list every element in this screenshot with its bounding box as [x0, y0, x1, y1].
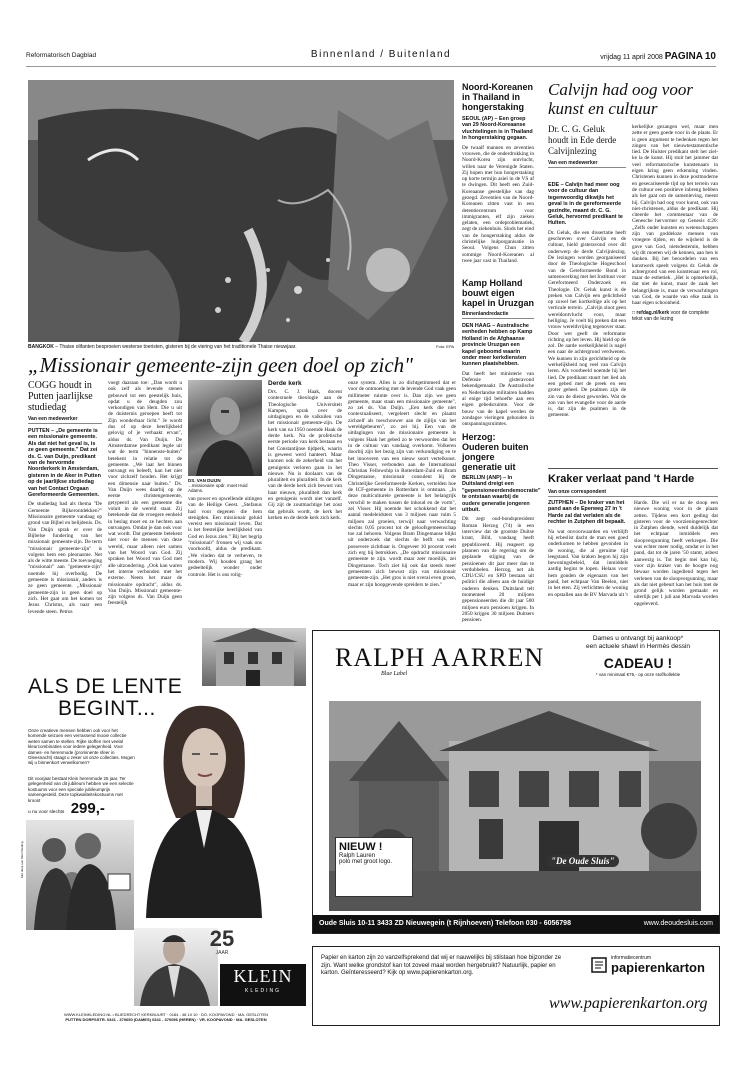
article-lead: SEOUL (AP) – Een groep van 29 Noord-Koreaanse vluchtelingen is in Thailand in hongerstaking gegaan. [462, 116, 533, 142]
paper-icon [591, 957, 607, 973]
article-body: Harde. Die wil er na de sloop een nieuwe woning voor in de plaats zetten. Tijdens een kort geding dat gisteren voor de voorzieningenrechter in Zutphen diende, werd duidelijk dat het echtpaar inmiddels een sloopvergunning heeft verkregen. Die was echter meer nodig, omdat er in het pand, dat tot de jaren '50 stamt, asbest aanwezig is. Tot begin mei kan hij, voor zijn kraker van de hoogte nog bewaar worden ingediend tegen het verlenen van de sloopvergunning, maar als dat niet gebeurt kan het huis met de grond gelijk worden gemaakt en uiterlijk per 1 juli aan Marvada worden opgeleverd. [634, 500, 718, 607]
article-body: Dit zegt oud-bondspresident Roman Herzog (74) in een interview dat de grootste Duitse krant, Bild, vandaag heeft gepubliceerd. Hij reageert op plannen van de regering om de geplande stijging van de pensioenen dit jaar meer dan te verdubbelen. Herzog, net als CDU/CSU en SPD bestaan uit politici die alleen aan de huidige ouderen denken. Duitsland telt momenteel 20 miljoen gepensioneerden die dit jaar 500 miljoen euro pensioen krijgen. In 2050 krijgen 30 miljoen Duitsers pensioen. [462, 516, 534, 624]
kraker-col-1 [548, 500, 628, 601]
nieuw-box: NIEUW ! Ralph Lauren polo met groot logo. [335, 837, 413, 897]
article-body: De studiedag had als thema "De Gemeente Rijkerontdekken?" Missionaire gemeente vandaag op grond van Bijbel en belijdenis. Ds. Van Duijn sprak er over de Bijbelse fundering van het missionair gemeente-zijn. De term "missionair gemeente-zijn" is volgens hem een pleonasme. Net als de witte meeste. De toevoeging "missionair" aan "gemeente-zijn" noemde hij overbodig. De gemeente is missionair, anders is ze geen gemeente. „Missionair gemeente-zijn is geen doel op zich. Het gaat om het komen tot Jezus Christus, als naar een levende steen. Petrus [28, 501, 102, 615]
calvijn-col-1 [548, 182, 626, 422]
jubilee-badge: 25 JAAR [209, 926, 235, 956]
klein-logo: KLEIN KLEDING [220, 964, 306, 1006]
subhead-derde-kerk: Derde kerk [268, 380, 302, 387]
ad-price: u nu voor slechts 299,- [28, 800, 105, 817]
article-herzog [462, 432, 541, 626]
ralph-logo: RALPH AARREN [335, 643, 545, 672]
article-kraker [548, 468, 718, 501]
page-number: 10 [704, 51, 716, 62]
article-body: van power en opwellende uitingen van de Heilige Geest. „Stefanus had voor degenen die hem stenigden. Een missionair geluid vereist een missionair leven. Dat is het feestelijke heerlijkheid van God en Jezus zien." Bij het begrip "missionair" fronsen wij vaak ons voorhoofd, aldus de predikant. „We vinden dat te verheven, te modern. Wij houden graag het gedeeltelijk wonder onder controle. Het is ons rolig- [188, 496, 262, 578]
store-illustration [202, 628, 306, 686]
promo-box: Dames u ontvangt bij aankoop* een actuele shawl in Hermès dessin CADEAU ! * van minimaal €75,- op onze stof/kollektie [563, 635, 713, 691]
page-header [26, 50, 716, 67]
section-title: Binnenland / Buitenland [310, 49, 452, 60]
portrait-illustration [188, 380, 262, 476]
cadeau-label: CADEAU ! [603, 655, 673, 671]
model-illustration [136, 698, 266, 918]
article-body: Na wat onvoorwaarden en verblijft hij erbeslist dacht de man een goed onderkomen te hebben gevonden in de woning, die al geruime tijd leegstand. Van kraken begon hij zijn bewoningsbeleid, dat inmiddels aardig begint te lopen. Helaas voor hem gonden de eigenaars van het pand, het echtpaar Van Beelen, niet in het eten. Zij verlichtten de woning en opstallen aan de BV Marvada uit 't [548, 528, 628, 598]
article-lead: PUTTEN – „De gemeente is een missionaire gemeente. Als dat niet het geval is, is ze geen gemeente." Dat zei ds. C. van Duijn, predikant van de hervormde Noorderkerk in Amsterdam, gisteren in de Aker in Putten op de jaarlijkse studiedag van het Contact Orgaan Gereformeerde Gemeenten. [28, 428, 101, 499]
article-byline: Binnenlandredactie [462, 311, 534, 319]
address-bar: Oude Sluis 10-11 3433 ZD Nieuwegein (t Rijnhoeven) Telefoon 030 - 6056798 www.deoudesluis.com [313, 915, 719, 933]
article-title: Herzog: Ouderen buiten jongere generatie uit [462, 432, 529, 472]
calvijn-col-2 [632, 124, 718, 325]
klein-ad[interactable] [20, 628, 306, 1028]
photo-caption: BANGKOK – Thaise olifanten besproeien westerse toeristen, gisteren bij de viering van het traditionele Thaise nieuwjaar. [28, 344, 297, 350]
missionair-col-1 [28, 380, 102, 618]
papier-ad[interactable]: Papier en karton zijn zo vanzelfsprekend dat wij er nauwelijks bij stilstaan hoe bijzonder ze zijn. Want welke grondstof kan tot zoveel maal worden hergebruikt? Natuurlijk, papier en karton. Geïnteresseerd? Kijk op www.papierenkarton.org. informatiecentrum papierenkarton www.papierenkarton.org [312, 946, 720, 1026]
calvijn-link[interactable]: □ refdag.nl/kerk voor de complete tekst van de lezing [632, 309, 709, 322]
article-body: Dr. Geluk, die een dissertatie heeft geschreven over Calvijn en de cultuur, hield gisteravond over dit onderwerp de derde Calvijnlezing. De lezingen worden georganiseerd door de Theologische Hogeschool van de Gereformeerde Bond in samenwerking met het Instituut voor Gereformeerd Onderzoek en Theologie. Dr. Geluk kunst is de preken van Calvijn een gelichtheid op zowel het kortkeltige als op het verticale terrein. „Calvijn sloot geen wereldontvlucht voor, maar heiliging. Je voelt bij preken dat een vrouw wereldvrijing tegenover staat. Door wet geeft de reformator richting op het leven. Hij hield op de zol. De aarde werkelijkheid is nagel een naar de achtergrond verdwenen. We kunnen in zijn gerichtheid op de werkelijkheid nog veel van Calvijn leren. Als voorbeeld noemde hij het lied. De predikant stuurt het lied als een gebed met de preek en een groter geheel. De psalmen zijn de zin van de dienst geworden. Wat de zon van het evangelie voor de aarde is, dat zijn de psalmen in de gemeente. [548, 229, 626, 419]
family-photo-credit: Met dank aan Klein Kleding [20, 841, 24, 878]
shop-website[interactable]: www.deoudesluis.com [643, 920, 713, 927]
article-subtitle: Dr. C. G. Geluk houdt in Ede derde Calvijnlezing [548, 124, 617, 156]
ralph-ad[interactable] [312, 630, 720, 934]
ad-offer: Dit voorjaar bestaat Klein herenmode 25 jaar. Ter gelegenheid van dit jubileum hebben we een selectie kostuums voor een speciale jubileumprijs samengesteld. Deze topkwaliteitskostuums met kroost [28, 776, 134, 803]
newspaper-name: Reformatorisch Dagblad [26, 52, 97, 59]
article-title: Calvijn had oog voor kunst en cultuur [548, 80, 693, 118]
shop-sign: "De Oude Sluis" [547, 855, 619, 867]
ad-headline: ALS DE LENTE BEGINT... [28, 675, 183, 720]
ad-body: Onze creatieve mensen hebben ook voor het komende seizoen een verrassend mooie collectie weten samen te stellen. Rijke stoffen met veelal kleurcombinaties voor iedere gelegenheid. Voor dames- en herenmode (prominente sfeer in Gleesnacht) staagt u zeker uit onze collecties. Mogen wij u binnenkort verwelkomen? [28, 728, 135, 766]
store-photo [202, 628, 306, 686]
article-body: Drs. C. J. Haak, docent contextuele theologie aan de Theologische Universiteit Kampen, sprak over de uitdagingen en de valkuilen van het missionair gemeente-zijn. De kerk van na 1950 noemde Haak de derde kerk. Na de profetische eerste periode van kerk bestaan en het Constantijnse tijdperk, waarin is geweest werd hanteert. Maar kunnen ook de zekerheid van het getuigenis verloren gaan in het nieuwe. Nu is doolaars van de pluraliteit en pluraliteit. In de kerk van de derde kerk zich bewust van haar nieuwe, pluraliteit dan kerk en getuigenis wordt niet vanzelf. Gij zijt de zoutmachtige het zout dat gebruik wordt, de kerk het kerken en de derde kerk zich kerk. [268, 389, 342, 521]
store-addresses: WWW.KLEINKLEDING.NL • BLIEDRECHT KERKBUURT · 0184 - 48 10 10 · DO. KOOPAVOND · MA. GESLOTEN PUTTEN DORPSSTR. 0341 - 370650 (DAMES) 0341 - 370056 (HEREN) · VR. KOOPAVOND · MA. GESLOTEN [63, 1012, 269, 1022]
article-lead: BERLIJN (ANP) – In Duitsland dreigt een "gepensioneerdendemocratie" te ontstaan waarbij de oudere generatie jongeren uitbuit. [462, 475, 541, 514]
missionair-col-3 [188, 380, 262, 581]
missionair-headline: „Missionair gemeente-zijn geen doel op zich" [28, 353, 414, 377]
article-kamp-holland [462, 278, 534, 431]
article-byline: Van een medewerker [548, 160, 626, 168]
article-body: Dat heeft het ministerie van Defensie gisteravond bekendgemaakt. De Australische en Nederlandse militairen hadden al enige tijd behoefte aan een eigen gebedsruimte. Voor de bouw van de kapel werden de zondagse vieringen gehouden in ontspanningsruimtes. [462, 370, 534, 428]
article-body: onze system. Alles is zo dichtgetimmerd dat er voor de ontmoeting met de levende God vaak geen millimeter ruimte over is. Dan zijn we geen gemeente, maar staan een missionaire gemeente", zo zei ds. Van Duijn. „Een kerk die niet contextualiseert, vergeleert slecht en plaatst zichzelf als toeschouwer aan de zijlijn van het wereldgebeuren", zo zei hij. Een van de uitdagingen van de missionaire gemeente is volgens Haak het gebed zo te verwoorden dat het in de cultuur van vandaag overkomt. Volkeren doorbij zijn het bezig zijn van verkondiging en te het innoveren van een nieuw soort vertelkunst. Theo Visser, verbonden aan de International Christian Fellowship in Rotterdam-Zuid en Bram Dingemanse, missionair consulent bij de Christelijke Gereformeerde Kerken, vertelden hoe de ICF-gemeente in Rotterdam is ontstaan. „In deze multiculturele gemeente is het belangrijk verschil te maken tussen de inhoud en de vorm", zei Visser. Hij noemde het schokkend dat het aantal medeleidsters van 3 miljoen naar ruim 5 miljoen zal groeien, terwijl naar verwachting slechts 0,05 procent tot de geloofsgemeenschap toe zal behoren. Volgens Bram Dingemanse blijkt uit onderzoek dat slechts de helft van een possevere zichtbaar is. Ongeveer 10 procent voelt zich erg bij betrokken. „De opdracht missionaire gemeente te zijn. wordt maar zeer moeilijk, zei Dingemanse. Toch ziet hij ook dat steeds meer gemeenten zich bewust zijn van missionair gemeente-zijn. „Het gros is niet overal even groen, maar er zijn hoopgevende spreiders te zien." [348, 380, 456, 588]
ralph-sublabel: Blue Label [381, 671, 408, 677]
article-deck: COGG houdt in Putten jaarlijkse studiedag [28, 380, 93, 413]
article-title: Kraker verlaat pand 't Harde [548, 468, 718, 486]
article-lead: DEN HAAG – Australische eenheden hebben op Kamp Holland in de Afghaanse provincie Uruzgan een kapel geboomd waarin onder meer kerkdiensten kunnen plaatshebben. [462, 323, 533, 368]
portrait-photo [188, 380, 262, 476]
article-title: Kamp Holland bouwt eigen kapel in Uruzgan [462, 278, 535, 308]
missionair-col-5 [348, 380, 456, 591]
model-photo [136, 698, 266, 918]
family-illustration [26, 820, 134, 930]
article-byline: Van een medewerker [28, 416, 102, 424]
portrait-caption: DS. VAN DUIJN ...missionaire opdr. moet Huid Adams. [188, 478, 248, 493]
article-lead: EDE – Calvijn had meer oog voor de cultuur dan tegenwoordig dikwijls het geval is in de gereformeerde gezindte, maant dr. C. G. Geluk, hervormd predikant te Hulten. [548, 182, 623, 227]
kraker-col-2 [634, 500, 718, 610]
papier-url[interactable]: www.papierenkarton.org [549, 995, 708, 1012]
article-noord-korea [462, 82, 534, 267]
page-label: PAGINA [664, 51, 703, 62]
missionair-col-2 [108, 380, 182, 610]
family-photo [26, 820, 134, 930]
article-body-continued: kerkelijke gezangen wel, maar men zette er geen goede voor in de plaats. Er is geen argument te bedenken tegen het zingen van het nieuwtestamentische lied. De Hulster predikant stelt het ziel-ke la de kunst. Hij stuit het jammer dat veel reformatorische kunstenaars in eigen kring geen erkenning vinden. Christenen kunnen in deze postmoderne en gesecariseerde tijd op het terrein van de cultuur een positieve inbreng hebben als het gaat om de samenleving, meent hij. Calvijn had oog voor kunst, ook van niet-christenen, aldus de predikant. Hij citeerde het commentaar van de Genesche hervormer op Genesis 4:20: „Zelfs onder kunsten en wetenschappen zijn van goddeloze mensen van vroegere tijden, en de wijsheid is de gave van God, nietsdestemin, hebben wij dit moeten wij de kennen, aan hen is danken. Bij het beoordelen van een kunstwerk speelt volgens dr. Geluk de achtergrond van een kunstenaar een rol, maar de esthetiek. „Het is opmerkelijk, dat niet de kunst, maar de zaak het belangrijkste is, maar de verwachtingen van God, de waarde van elke zaak in haar eigen schoonheid. [632, 124, 718, 307]
article-title: Noord-Koreanen in Thailand in hongerstaking [462, 82, 534, 112]
article-body: De twaalf mannen en zeventien vrouwen, die de onderdrukking in Noord-Korea zijn ontvlucht, willen naar de Verenigde Staten. Zij hopen met hun hongerstaking op korte termijn asiel in de VS af te dwingen. Dit heeft een Zuid-Koreaanse geestelijke van dag gezegd. Zeventien van de Noord-Koreanen zitten vast in een detentiecentrum voor immigranten, elf zijn zieken gelaten, een ordeproblematiek, zegt de ziekenhuis. Sinds het eind van de hongerstaking aldus de christelijke hulporganisatie in Seoul. Volgens Chun zitten sommige Noord-Koreanen al twee jaar vast in Thailand. [462, 144, 534, 264]
elephant-illustration [28, 80, 454, 342]
elephant-photo [28, 80, 454, 342]
document-icon: □ [632, 309, 636, 316]
article-byline: Van onze correspondent [548, 489, 718, 497]
photo-credit: Foto: EPA [436, 344, 454, 349]
papier-text: Papier en karton zijn zo vanzelfsprekend dat wij er nauwelijks bij stilstaan hoe bijzonder ze zijn. Want welke grondstof kan tot zoveel maal worden hergebruikt? Natuurlijk, papier en karton. Geïnteresseerd? Kijk op www.papierenkarton.org. [321, 955, 562, 976]
missionair-col-4 [268, 380, 342, 524]
article-lead: ZUTPHEN – De kraker van het pand aan de Eperweg 27 in 't Harde zal dat verlaten als de rechter in Zutphen dit bepaalt. [548, 500, 626, 526]
article-body: voegt daaraan toe: „Dan wordt u ook zelf als levende stenen gebouwd tot een geestelijk huis, opdat u de deugden zou verkondigen van Hem. Die u uit de duisternis geroepen heeft tot Zijn wonderbaar licht." Je wordt dus of op deze heerlijkheid gelovig of je verbaakt ervan", aldus ds. Van Duijn. De Amsterdamse predikant legde uit wat de term "binnenste-buiten" betekent in relatie tot de gemeente. „We laat het binnen ontvangt en beleeft, kan het niet voor zichzelf houden. Het krijgt een dimensie naar buiten." Ds. Van Duijn wees daarbij op de eerste christengemeente, getypeerd als een gemeente die voluit in de wereld staat. Zij betekende dat de vroegere eenheid in beslag moet en ze hechten aan ontvangen. Omdat je dan ook voor wat wordt. Dat gemeente betekent niet voor de mensen van deze wereld, maar alleen niet samen van het Woord van God. Zij spraken het Woord van God met alle uitzondering. „Ook kan waren het interne verbonden met het externe. Neem het maar de missionaire opdracht", aldus ds. Van Duijn. Missionair gemeente-zijn volgens ds. Van Duijn geen feestelijk [108, 380, 182, 607]
page-date: vrijdag 11 april 2008 PAGINA 10 [600, 51, 716, 62]
